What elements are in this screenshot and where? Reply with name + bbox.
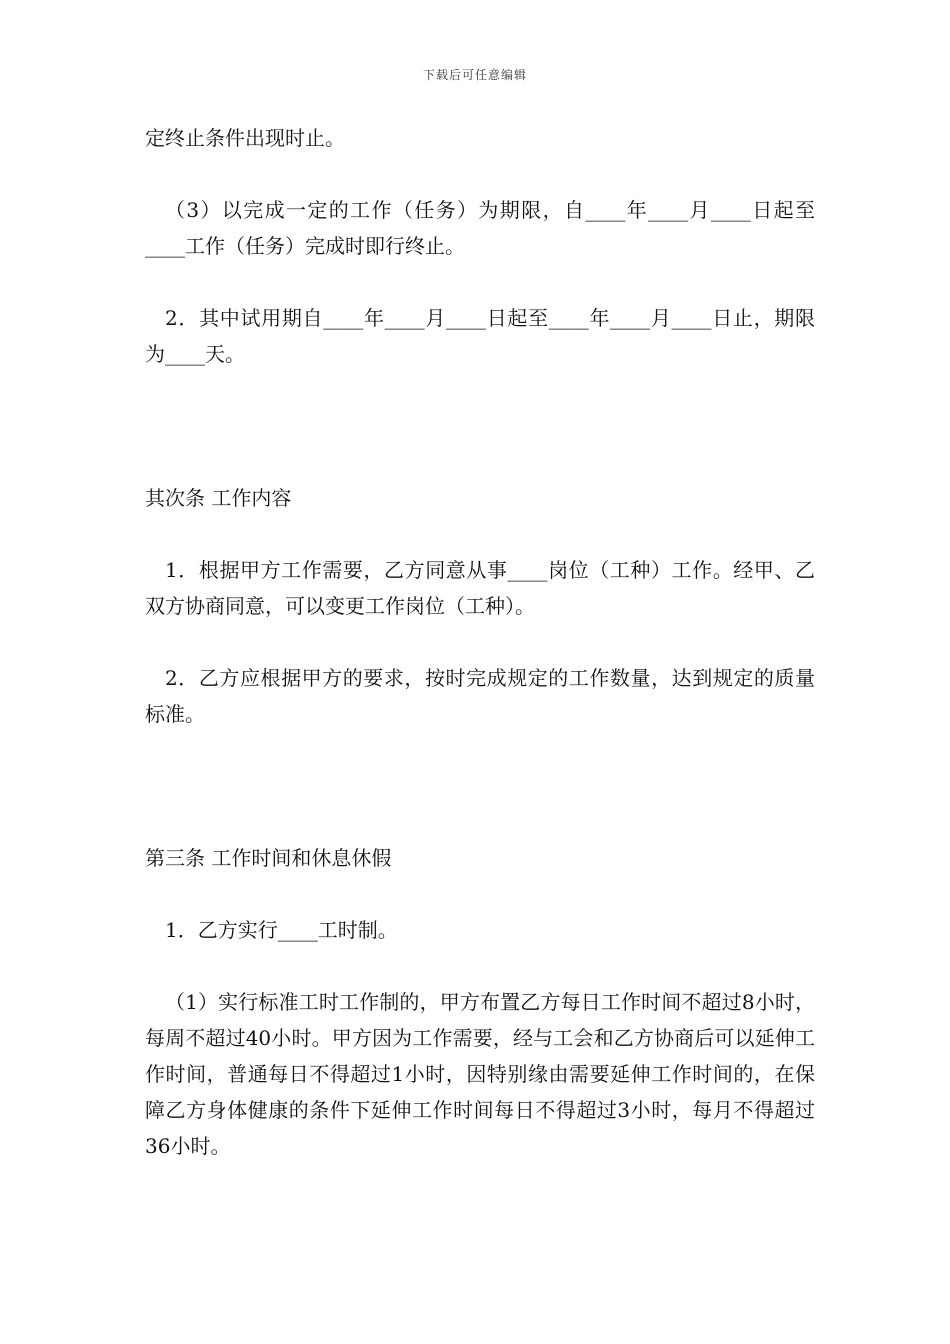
paragraph-standard-hours: （1）实行标准工时工作制的，甲方布置乙方每日工作时间不超过8小时，每周不超过40小时。甲方因为工作需要，经与工会和乙方协商后可以延伸工作时间，普通每日不得超过1小时，因特别缘由需要延伸工作时间的，在保障乙方身体健康的条件下延伸工作时间每日不得超过3小时，每月不得超过36小时。 (145, 990, 815, 1158)
paragraph-probation: 2．其中试用期自____年____月____日起至____年____月____日止，期限为____天。 (145, 306, 815, 366)
section-heading-work-content: 其次条 工作内容 (145, 486, 292, 510)
paragraph-work-requirements: 2．乙方应根据甲方的要求，按时完成规定的工作数量，达到规定的质量标准。 (145, 666, 815, 726)
paragraph-job-position: 1．根据甲方工作需要，乙方同意从事____岗位（工种）工作。经甲、乙双方协商同意，可以变更工作岗位（工种）。 (145, 558, 815, 618)
page-header: 下载后可任意编辑 (422, 68, 527, 82)
section-heading-working-hours: 第三条 工作时间和休息休假 (145, 846, 392, 870)
paragraph-task-term: （3）以完成一定的工作（任务）为期限，自____年____月____日起至____工作（任务）完成时即行终止。 (145, 198, 815, 258)
paragraph-hours-system: 1．乙方实行____工时制。 (165, 918, 398, 942)
document-body (145, 120, 815, 1164)
paragraph-termination-end: 定终止条件出现时止。 (145, 126, 345, 150)
